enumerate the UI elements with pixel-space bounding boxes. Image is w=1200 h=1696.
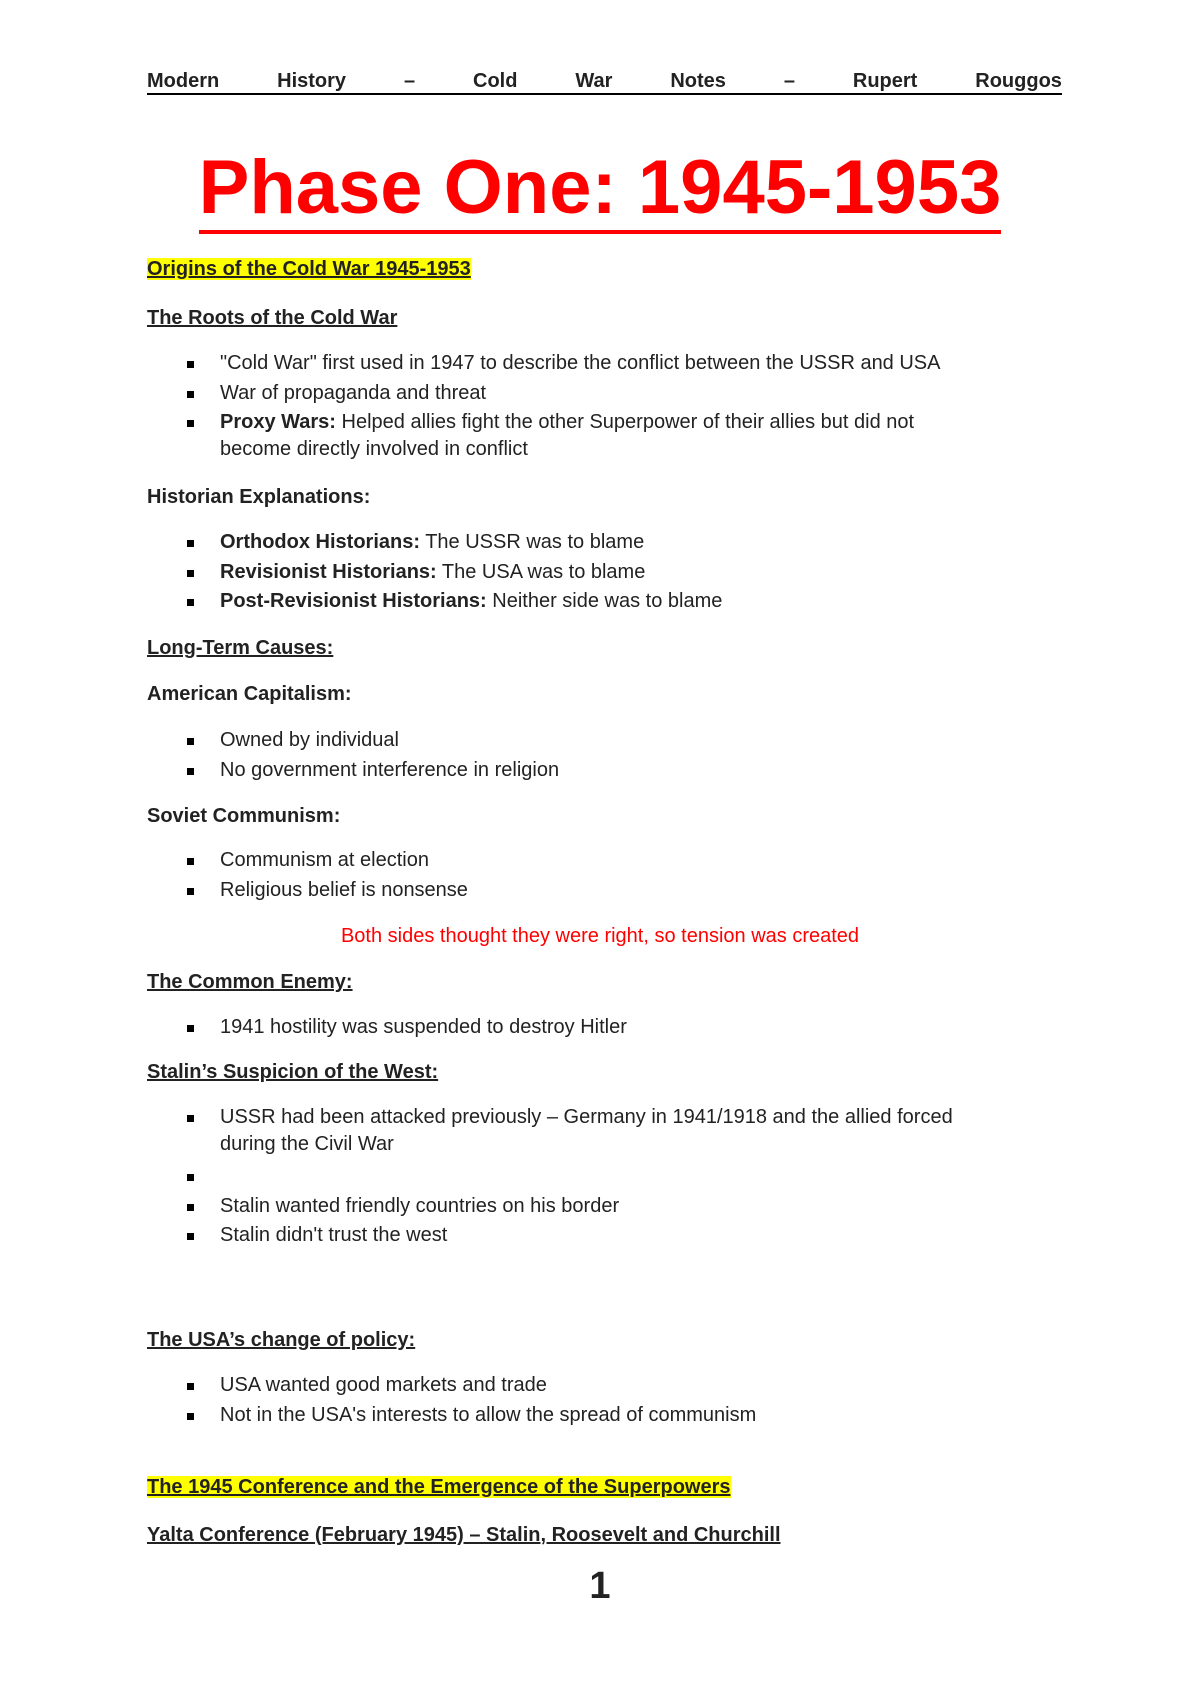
heading-common-enemy: The Common Enemy: [147, 971, 353, 993]
heading-yalta: Yalta Conference (February 1945) – Stalin, Roosevelt and Churchill [147, 1524, 781, 1546]
section-heading-conference [147, 1476, 1077, 1499]
list-item: USA wanted good markets and trade [147, 1371, 1047, 1401]
list-item: Communism at election [147, 846, 1047, 876]
list-item: Not in the USA's interests to allow the spread of communism [147, 1401, 1047, 1431]
list-item: Stalin didn't trust the west [147, 1221, 1047, 1251]
heading-usa-policy: The USA’s change of policy: [147, 1329, 416, 1351]
usa-policy-list [147, 1371, 1047, 1430]
capitalism-list [147, 726, 1047, 785]
header-word: Notes [670, 70, 726, 92]
list-item: USSR had been attacked previously – Germany in 1941/1918 and the allied forced [147, 1103, 1047, 1133]
section-heading-text: Origins of the Cold War 1945-1953 [147, 258, 471, 280]
header-word: Modern [147, 70, 220, 92]
heading-long-term: Long-Term Causes: [147, 637, 334, 659]
list-item: Owned by individual [147, 726, 1047, 756]
header-word: – [783, 70, 795, 92]
header-word: History [277, 70, 347, 92]
header-word: Cold [473, 70, 518, 92]
list-item: "Cold War" first used in 1947 to describe the conflict between the USSR and USA [147, 349, 1047, 379]
page-title-text: Phase One: 1945-1953 [199, 145, 1002, 234]
list-item: Revisionist Historians: The USA was to blame [147, 558, 1047, 588]
tension-note: Both sides thought they were right, so tension was created [340, 925, 860, 947]
suspicion-list [147, 1103, 1047, 1133]
heading-historians: Historian Explanations: [147, 486, 371, 508]
heading-suspicion: Stalin’s Suspicion of the West: [147, 1061, 439, 1083]
communism-list [147, 846, 1047, 905]
historians-list [147, 528, 1047, 617]
roots-list [147, 349, 1047, 438]
page-number: 1 [589, 1565, 611, 1607]
section-heading-text: The 1945 Conference and the Emergence of the Superpowers [147, 1476, 731, 1498]
list-item: 1941 hostility was suspended to destroy Hitler [147, 1013, 1047, 1043]
list-item: Orthodox Historians: The USSR was to blame [147, 528, 1047, 558]
header-word: Rupert [852, 70, 918, 92]
suspicion-continuation: during the Civil War [220, 1133, 394, 1155]
enemy-list [147, 1013, 1047, 1043]
list-item: War of propaganda and threat [147, 379, 1047, 409]
list-item: Post-Revisionist Historians: Neither side was to blame [147, 587, 1047, 617]
roots-list-continuation: become directly involved in conflict [220, 438, 528, 460]
section-heading-origins [147, 258, 1077, 281]
suspicion-list-rest [147, 1162, 1047, 1251]
list-item [147, 1162, 1047, 1192]
heading-capitalism: American Capitalism: [147, 683, 352, 705]
header-word: – [403, 70, 416, 92]
document-header [147, 70, 1062, 95]
list-item: Proxy Wars: Helped allies fight the other Superpower of their allies but did not [147, 408, 1047, 438]
header-word: War [575, 70, 613, 92]
list-item: Stalin wanted friendly countries on his border [147, 1192, 1047, 1222]
page-title [0, 145, 1200, 230]
heading-communism: Soviet Communism: [147, 805, 341, 827]
header-word: Rouggos [975, 70, 1062, 92]
heading-roots: The Roots of the Cold War [147, 307, 398, 329]
list-item: Religious belief is nonsense [147, 876, 1047, 906]
list-item: No government interference in religion [147, 756, 1047, 786]
